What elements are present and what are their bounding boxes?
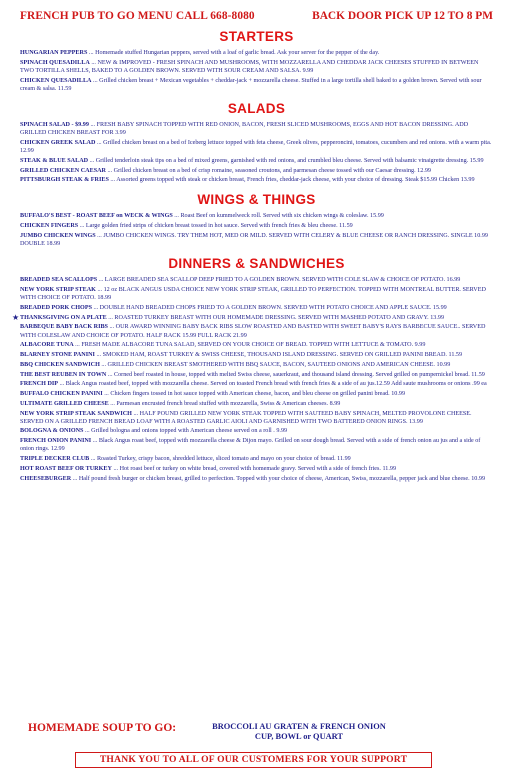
soup-section: [28, 722, 488, 742]
menu-item: [20, 427, 493, 435]
item-desc: ... Grilled tenderloin steak tips on a bed of mixed greens, garnished with red onions, and crumbled bleu cheese. Served with balsamic vinaigrette dressing. 15.99: [88, 157, 484, 164]
item-desc: ... Parmesan encrusted french bread stuffed with mozzarella, Swiss & American cheeses. 8.99: [108, 400, 341, 407]
item-desc: ... NEW & IMPROVED - FRESH SPINACH AND MUSHROOMS, WITH MOZZARELLA AND CHEDDAR JACK CHEESES STUFFED IN BETWEEN TWO TORTILLA SHELLS, BAKED TO A GOLDEN BROWN. SERVED WITH SOUR CREAM AND SALSA. 9.99: [20, 59, 479, 74]
item-name: JUMBO CHICKEN WINGS: [20, 232, 96, 239]
thank-you-banner: THANK YOU TO ALL OF OUR CUSTOMERS FOR YOUR SUPPORT: [75, 752, 432, 768]
menu-item: [20, 139, 493, 155]
item-name: FRENCH DIP: [20, 381, 59, 388]
menu-item: [20, 121, 493, 137]
menu-item: [20, 176, 493, 184]
item-desc: ... Homemade stuffed Hungarian peppers, served with a loaf of garlic bread. Ask your server for the pepper of the day.: [87, 50, 380, 56]
menu-title: FRENCH PUB TO GO MENU CALL 668-8080: [20, 10, 255, 22]
item-desc: ... Roasted Turkey, crispy bacon, shredded lettuce, sliced tomato and mayo on your choice of bread. 11.99: [89, 456, 351, 463]
menu-item: [20, 222, 493, 230]
menu-item: [20, 286, 493, 302]
item-desc: ... SMOKED HAM, ROAST TURKEY & SWISS CHEESE, THOUSAND ISLAND DRESSING. SERVED ON GRILLED PANINI BREAD. 11.59: [94, 352, 463, 359]
item-name: ULTIMATE GRILLED CHEESE: [20, 400, 109, 407]
menu-item: [20, 455, 493, 463]
item-desc: ... ROASTED TURKEY BREAST WITH OUR HOMEMADE DRESSING. SERVED WITH MASHED POTATO AND GRAVY. 13.99: [106, 314, 445, 321]
menu-item: [20, 341, 493, 349]
menu-item: [20, 351, 493, 359]
item-name: ALBACORE TUNA: [20, 342, 74, 349]
item-desc: ... Chicken fingers tossed in hot sauce topped with American cheese, bacon, and bleu cheese on grilled panini bread. 10.99: [102, 391, 406, 398]
item-name: BLARNEY STONE PANINI: [20, 352, 95, 359]
menu-item: [20, 323, 493, 339]
menu-item: [20, 276, 493, 284]
menu-item: [20, 59, 493, 75]
menu-item: [20, 400, 493, 408]
item-name: BUFFALO CHICKEN PANINI: [20, 391, 103, 398]
menu-item: [20, 304, 493, 312]
section-title-dinners: DINNERS & SANDWICHES: [168, 256, 345, 272]
item-desc: ... DOUBLE HAND BREADED CHOPS FRIED TO A GOLDEN BROWN. SERVED WITH POTATO CHOICE AND APPLE SAUCE. 15.99: [92, 304, 447, 311]
item-name: CHICKEN FINGERS: [20, 223, 79, 230]
menu-header: [20, 10, 493, 22]
dinners-section: [12, 256, 493, 483]
item-desc: ... JUMBO CHICKEN WINGS. TRY THEM HOT, MED OR MILD. SERVED WITH CELERY & BLUE CHEESE OR RANCH DRESSING. SINGLE 10.99 DOUBLE 18.99: [20, 232, 488, 248]
item-desc: ... Grilled chicken breast on a bed of Iceberg lettuce topped with feta cheese, Greek olives, pepperoncini, tomatoes, cucumbers and red onions. with a warm pita. 12.99: [20, 139, 492, 155]
pickup-info: BACK DOOR PICK UP 12 TO 8 PM: [312, 10, 493, 22]
item-name: THANKSGIVING ON A PLATE: [20, 314, 107, 321]
item-desc: ... Large golden fried strips of chicken breast tossed in hot sauce. Served with french fries & bleu cheese. 11.59: [78, 223, 353, 230]
soup-label: HOMEMADE SOUP TO GO:: [28, 722, 177, 734]
item-desc: ... LARGE BREADED SEA SCALLOP DEEP FRIED TO A GOLDEN BROWN. SERVED WITH COLE SLAW & CHOICE OF POTATO. 16.99: [97, 277, 461, 284]
soup-detail: [212, 722, 386, 742]
item-desc: ... FRESH MADE ALBACORE TUNA SALAD, SERVED ON YOUR CHOICE OF BREAD. TOPPED WITH LETTUCE & TOMATO. 9.99: [73, 342, 426, 349]
item-name: CHICKEN GREEK SALAD: [20, 139, 96, 146]
item-name: SPINACH QUESADILLA: [20, 59, 90, 66]
menu-item: [20, 232, 493, 248]
item-desc: ... Roast Beef on kummelweck roll. Served with six chicken wings & coleslaw. 15.99: [172, 213, 384, 220]
item-desc: ... Hot roast beef or turkey on white bread, covered with homemade gravy. Served with a side of french fries. 11.99: [111, 465, 397, 472]
item-desc: ... 12 oz BLACK ANGUS USDA CHOICE NEW YORK STRIP STEAK, GRILLED TO PERFECTION. TOPPED WITH MONTREAL BUTTER. SERVED WITH CHOICE OF POTATO. 18.99: [20, 287, 486, 302]
item-desc: ... FRESH BABY SPINACH TOPPED WITH RED ONION, BACON, FRESH SLICED MUSHROOMS, EGGS AND HOT BACON DRESSING. ADD GRILLED CHICKEN BREAST FOR 3.99: [20, 121, 469, 137]
item-name: CHEESEBURGER: [20, 475, 72, 482]
soup-flavors: BROCCOLI AU GRATEN & FRENCH ONION: [212, 722, 386, 731]
item-desc: ... Corned beef roasted in house, topped with melted Swiss cheese, sauerkraut, and thousand island dressing. Served grilled on pumpernickel bread. 11.59: [106, 371, 485, 378]
item-name: GRILLED CHICKEN CAESAR: [20, 167, 106, 174]
item-name: BOLOGNA & ONIONS: [20, 428, 84, 435]
item-name: HOT ROAST BEEF OR TURKEY: [20, 465, 112, 472]
menu-item: [20, 157, 493, 165]
menu-item: [20, 167, 493, 175]
item-desc: ... Half pound fresh burger or chicken breast, grilled to perfection. Topped with your choice of cheese, American, Swiss, mozzarella, pepper jack and blue cheese. 10.99: [71, 475, 486, 482]
item-desc: ... Black Angus roast beef, topped with mozzarella cheese & Dijon mayo. Grilled on sour dough bread. Served with a side of french onion au jus and a side of onion rings. 12.99: [20, 438, 481, 453]
item-desc: ... HALF POUND GRILLED NEW YORK STEAK TOPPED WITH SAUTEED BABY SPINACH, MELTED PROVOLONE CHEESE. SERVED ON A GRILLED FRENCH BREAD LOAF WITH A ROASTED GARLIC AIOLI AND GARNISHED WITH TWO BATTERED ONION RINGS. 13.99: [20, 410, 472, 425]
wings-section: [20, 192, 493, 248]
menu-item: [20, 475, 493, 483]
item-desc: ... Assorted greens topped with steak or chicken breast, French fries, cheddar-jack cheese, with your choice of dressing. Steak $15.99 Chicken 13.99: [108, 177, 475, 184]
menu-item: [20, 361, 493, 369]
item-name: TRIPLE DECKER CLUB: [20, 456, 90, 463]
menu-item: [20, 437, 493, 453]
menu-item: [20, 371, 493, 379]
star-icon: ★: [12, 312, 20, 322]
item-name: CHICKEN QUESADILLA: [20, 77, 92, 84]
section-title-starters: STARTERS: [219, 29, 294, 44]
menu-item: [20, 410, 493, 426]
item-name: SPINACH SALAD - $9.99: [20, 121, 89, 128]
item-name: NEW YORK STRIP STEAK SANDWICH: [20, 410, 132, 417]
item-desc: ... GRILLED CHICKEN BREAST SMOTHERED WITH BBQ SAUCE, BACON, SAUTEED ONIONS AND AMERICAN CHEESE. 10.99: [99, 361, 451, 368]
item-name: NEW YORK STRIP STEAK: [20, 287, 96, 293]
menu-item: [20, 212, 493, 220]
item-desc: ... OUR AWARD WINNING BABY BACK RIBS SLOW ROASTED AND BASTED WITH SWEET BABY'S RAYS BARBECUE SAUCE.. SERVED WITH COLESLAW AND CHOICE OF POTATO. HALF RACK 15.99 FULL RACK 21.99: [20, 324, 486, 339]
section-title-salads: SALADS: [227, 100, 286, 116]
item-name: THE BEST REUBEN IN TOWN: [20, 371, 107, 378]
item-name: FRENCH ONION PANINI: [20, 438, 92, 445]
soup-sizes: CUP, BOWL or QUART: [254, 732, 344, 741]
item-name: BREADED PORK CHOPS: [20, 304, 92, 311]
item-desc: ... Grilled chicken breast + Mexican vegetables + cheddar-jack + mozzarella cheese. Stuffed in a large tortilla shell baked to a golden brown. Served with sour cream & salsa. 11.59: [20, 77, 482, 92]
menu-item: [20, 390, 493, 398]
item-name: BBQ CHICKEN SANDWICH: [20, 361, 100, 368]
item-name: HUNGARIAN PEPPERS: [20, 50, 88, 56]
item-name: BARBEQUE BABY BACK RIBS: [20, 324, 108, 331]
item-name: PITTSBURGH STEAK & FRIES: [20, 177, 109, 184]
menu-item: [20, 49, 493, 57]
salads-section: [20, 101, 493, 184]
item-name: BREADED SEA SCALLOPS: [20, 277, 98, 284]
section-title-wings: WINGS & THINGS: [197, 192, 316, 208]
item-desc: ... Black Angus roasted beef, topped with mozzarella cheese. Served on toasted French bread with french fries & a side of au jus.12.59 Add saute mushrooms or onions .99 ea: [58, 381, 487, 388]
item-name: BUFFALO'S BEST - ROAST BEEF on WECK & WINGS: [20, 213, 173, 220]
item-desc: ... Grilled chicken breast on a bed of crisp romaine, seasoned croutons, and parmesan cheese tossed with our Caesar dressing. 12.99: [105, 167, 432, 174]
menu-item: [20, 465, 493, 473]
item-name: STEAK & BLUE SALAD: [20, 157, 89, 164]
menu-item: [20, 77, 493, 93]
item-desc: ... Grilled bologna and onions topped with American cheese served on a roll . 9.99: [83, 428, 288, 435]
menu-item: [20, 380, 493, 388]
menu-item-featured: [12, 312, 493, 322]
starters-section: [20, 29, 493, 93]
